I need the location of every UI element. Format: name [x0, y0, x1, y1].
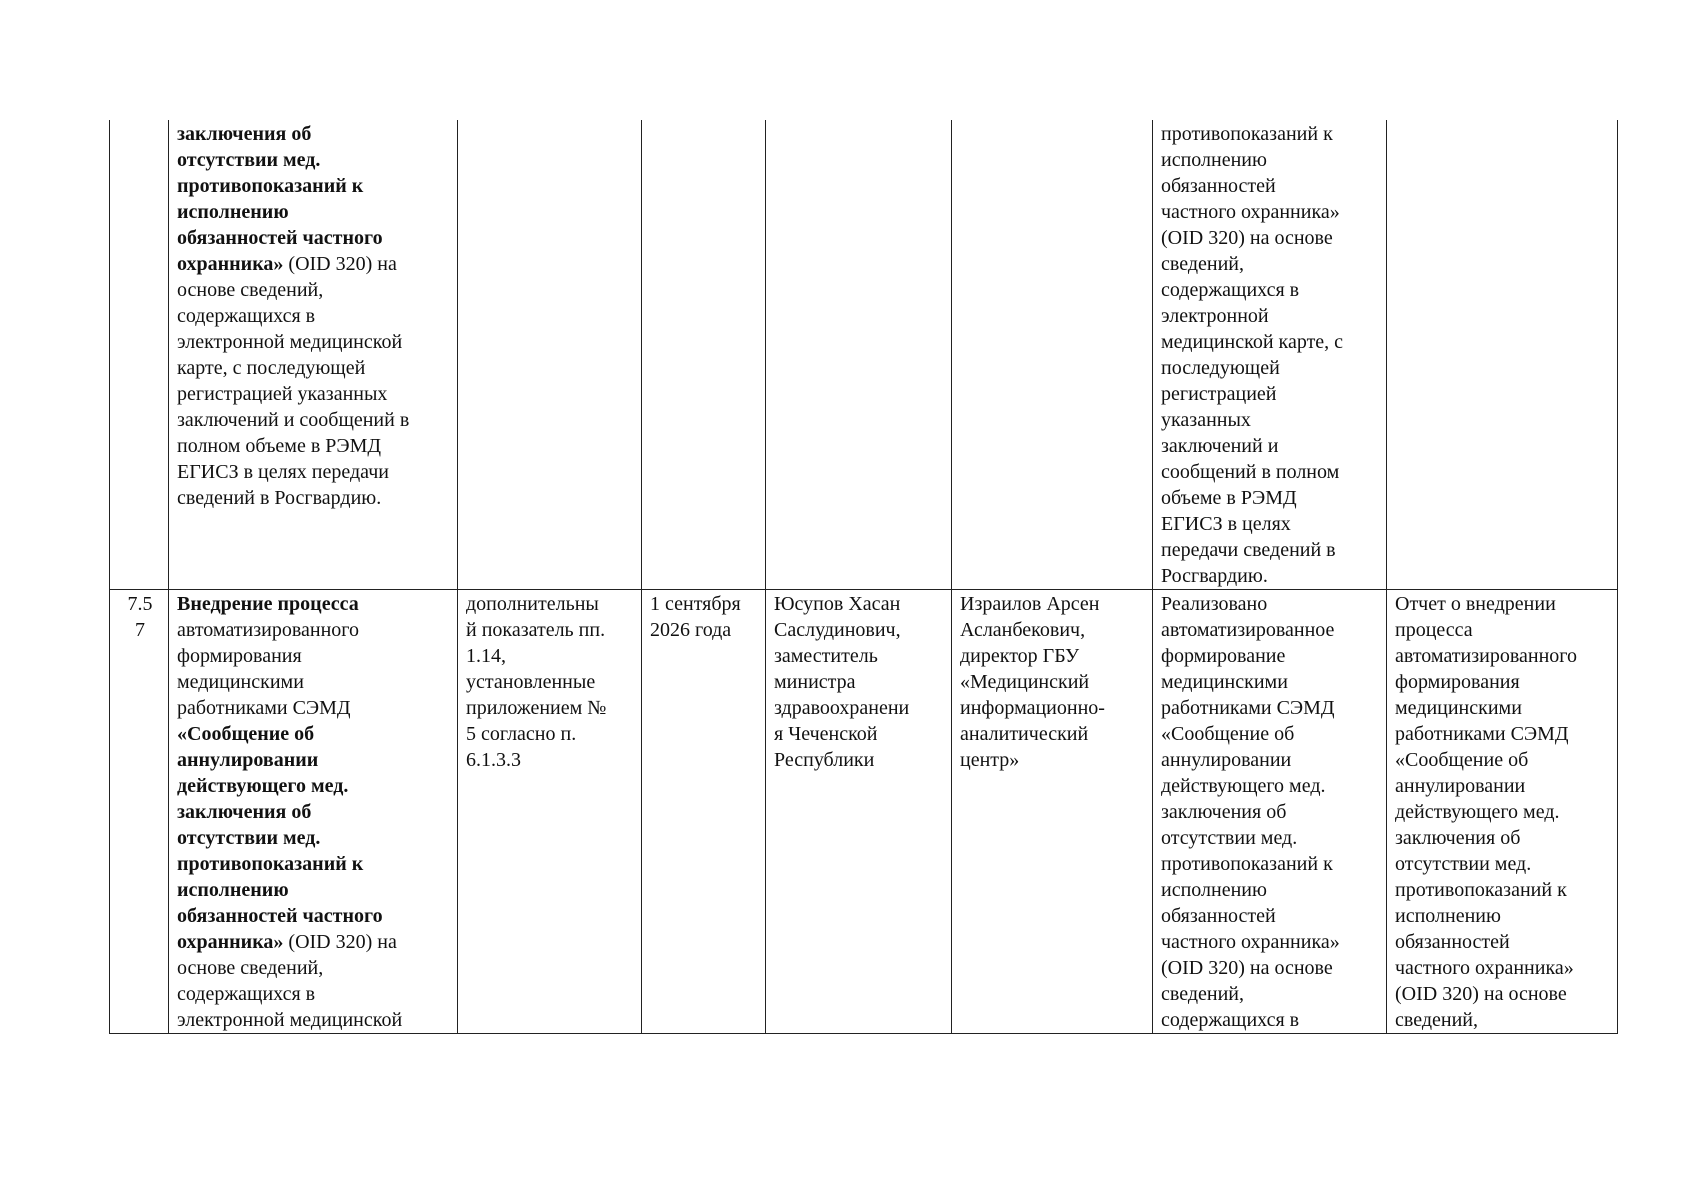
cell-measure — [169, 590, 458, 1034]
cell-responsible: Юсупов Хасан Саслудинович, заместитель министра здравоохранени я Чеченской Республики — [766, 590, 952, 1034]
cell-result: противопоказаний к исполнению обязанностей частного охранника» (OID 320) на основе сведений, содержащихся в электронной медицинской карте, с последующей регистрацией указанных заключений и сообщений в полном объеме в РЭМД ЕГИСЗ в целях передачи сведений в Росгвардию. — [1153, 120, 1387, 590]
measure-bold-text: Внедрение процесса — [177, 593, 359, 615]
cell-measure — [169, 120, 458, 590]
cell-result: Реализовано автоматизированное формирование медицинскими работниками СЭМД «Сообщение об аннулировании действующего мед. заключения об отсутствии мед. противопоказаний к исполнению обязанностей частного охранника» (OID 320) на основе сведений, содержащихся в — [1153, 590, 1387, 1034]
cell-executor — [952, 120, 1153, 590]
cell-executor: Израилов Арсен Асланбекович, директор ГБУ «Медицинский информационно- аналитический центр» — [952, 590, 1153, 1034]
cell-deadline — [642, 120, 766, 590]
cell-document: Отчет о внедрении процесса автоматизированного формирования медицинскими работниками СЭМД «Сообщение об аннулировании действующего мед. заключения об отсутствии мед. противопоказаний к исполнению обязанностей частного охранника» (OID 320) на основе сведений, — [1387, 590, 1618, 1034]
cell-number: 7.5 7 — [110, 590, 169, 1034]
measure-text: автоматизированного формирования медицинскими работниками СЭМД — [177, 619, 360, 719]
measure-text: (OID 320) на основе сведений, содержащихся в электронной медицинской карте, с последующей регистрацией указанных заключений и сообщений в полном объеме в РЭМД ЕГИСЗ в целях передачи сведений в Росгвардию. — [177, 253, 410, 509]
measure-bold-text: заключения об отсутствии мед. противопоказаний к исполнению обязанностей частного охранника» — [177, 123, 383, 275]
cell-document — [1387, 120, 1618, 590]
cell-deadline: 1 сентября 2026 года — [642, 590, 766, 1034]
measure-bold-text: «Сообщение об аннулировании действующего мед. заключения об отсутствии мед. противопоказаний к исполнению обязанностей частного охранника» — [177, 723, 383, 953]
cell-number — [110, 120, 169, 590]
plan-table — [109, 120, 1618, 1034]
cell-responsible — [766, 120, 952, 590]
cell-indicator: дополнительны й показатель пп. 1.14, установленные приложением № 5 согласно п. 6.1.3.3 — [458, 590, 642, 1034]
table-row — [110, 590, 1618, 1034]
table-row — [110, 120, 1618, 590]
measure-text: (OID 320) на основе сведений, содержащихся в электронной медицинской — [177, 931, 403, 1031]
cell-indicator — [458, 120, 642, 590]
